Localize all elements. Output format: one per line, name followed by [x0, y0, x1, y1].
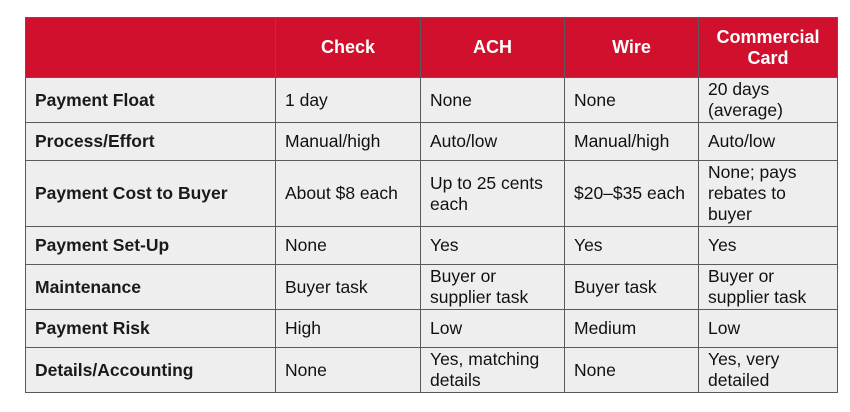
table-row — [26, 348, 838, 393]
table-cell: Auto/low — [421, 123, 565, 161]
row-label: Payment Set-Up — [26, 227, 276, 265]
row-label: Maintenance — [26, 265, 276, 310]
table-row — [26, 227, 838, 265]
table-cell: None — [276, 227, 421, 265]
table-cell: Manual/high — [276, 123, 421, 161]
table-cell: None — [276, 348, 421, 393]
row-label: Payment Risk — [26, 310, 276, 348]
table-cell: Up to 25 cents each — [421, 161, 565, 227]
table-cell: Low — [699, 310, 838, 348]
table-cell: None — [565, 348, 699, 393]
table-cell: Buyer or supplier task — [699, 265, 838, 310]
table-cell: High — [276, 310, 421, 348]
table-cell: Manual/high — [565, 123, 699, 161]
header-row — [26, 18, 838, 78]
table-row — [26, 265, 838, 310]
table-cell: Buyer task — [565, 265, 699, 310]
table-cell: None — [565, 78, 699, 123]
table-cell: About $8 each — [276, 161, 421, 227]
table-cell: Low — [421, 310, 565, 348]
table-cell: Yes, matching details — [421, 348, 565, 393]
payment-comparison-table — [25, 17, 838, 393]
table-cell: Auto/low — [699, 123, 838, 161]
row-label: Details/Accounting — [26, 348, 276, 393]
table-cell: Yes — [421, 227, 565, 265]
table-cell: $20–$35 each — [565, 161, 699, 227]
row-label: Process/Effort — [26, 123, 276, 161]
table-row — [26, 310, 838, 348]
table-row — [26, 78, 838, 123]
table-cell: Yes — [565, 227, 699, 265]
header-wire: Wire — [565, 18, 699, 78]
header-check: Check — [276, 18, 421, 78]
table-row — [26, 123, 838, 161]
table-cell: Yes — [699, 227, 838, 265]
table-cell: None — [421, 78, 565, 123]
table-cell: None; pays rebates to buyer — [699, 161, 838, 227]
table-cell: 1 day — [276, 78, 421, 123]
row-label: Payment Cost to Buyer — [26, 161, 276, 227]
table-row — [26, 161, 838, 227]
table-cell: Medium — [565, 310, 699, 348]
header-corner-cell — [26, 18, 276, 78]
header-commercial-card: Commercial Card — [699, 18, 838, 78]
table-cell: Buyer or supplier task — [421, 265, 565, 310]
table-cell: Buyer task — [276, 265, 421, 310]
table-cell: 20 days (average) — [699, 78, 838, 123]
table-cell: Yes, very detailed — [699, 348, 838, 393]
header-ach: ACH — [421, 18, 565, 78]
row-label: Payment Float — [26, 78, 276, 123]
